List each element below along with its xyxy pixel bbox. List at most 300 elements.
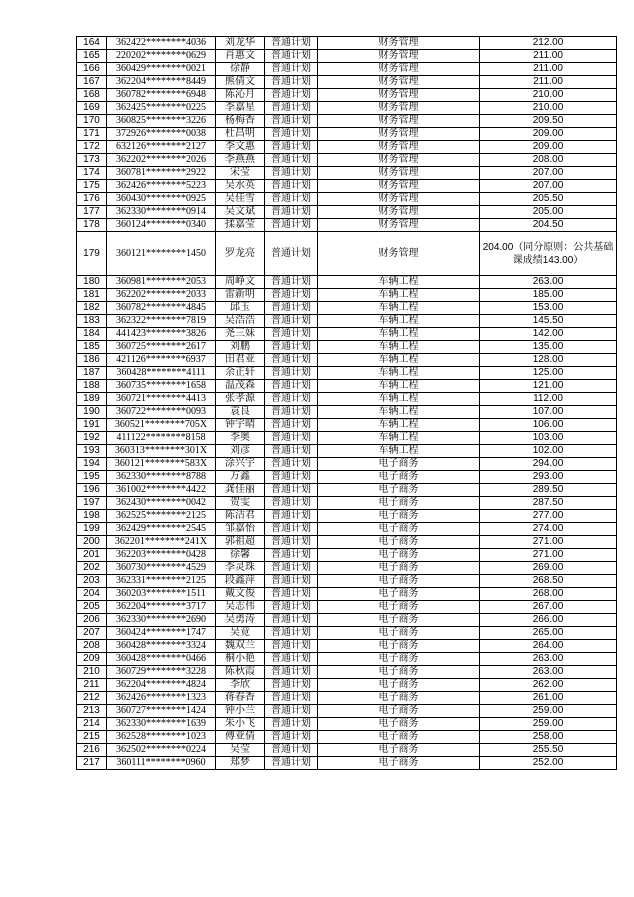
plan-cell: 普通计划 <box>265 219 318 232</box>
table-row <box>77 232 617 276</box>
major-cell: 财务管理 <box>318 50 480 63</box>
plan-cell: 普通计划 <box>265 484 318 497</box>
major-cell: 车辆工程 <box>318 302 480 315</box>
row-number-cell: 200 <box>77 536 107 549</box>
major-cell: 电子商务 <box>318 536 480 549</box>
id-number-cell: 360313********301X <box>107 445 216 458</box>
major-cell: 车辆工程 <box>318 432 480 445</box>
major-cell: 电子商务 <box>318 510 480 523</box>
table-row <box>77 588 617 601</box>
table-row <box>77 380 617 393</box>
table-row <box>77 640 617 653</box>
plan-cell: 普通计划 <box>265 141 318 154</box>
table-body <box>77 37 617 770</box>
plan-cell: 普通计划 <box>265 50 318 63</box>
plan-cell: 普通计划 <box>265 718 318 731</box>
name-cell: 朱小飞 <box>216 718 265 731</box>
plan-cell: 普通计划 <box>265 380 318 393</box>
name-cell: 袁良 <box>216 406 265 419</box>
table-row <box>77 193 617 206</box>
row-number-cell: 216 <box>77 744 107 757</box>
score-cell: 268.00 <box>480 588 617 601</box>
table-row <box>77 562 617 575</box>
name-cell: 李欣 <box>216 679 265 692</box>
score-cell: 271.00 <box>480 536 617 549</box>
plan-cell: 普通计划 <box>265 666 318 679</box>
score-cell: 207.00 <box>480 167 617 180</box>
id-number-cell: 362322********7819 <box>107 315 216 328</box>
id-number-cell: 372926********0038 <box>107 128 216 141</box>
plan-cell: 普通计划 <box>265 692 318 705</box>
major-cell: 电子商务 <box>318 679 480 692</box>
id-number-cell: 360124********0340 <box>107 219 216 232</box>
score-cell: 259.00 <box>480 705 617 718</box>
id-number-cell: 360429********0021 <box>107 63 216 76</box>
major-cell: 电子商务 <box>318 718 480 731</box>
table-row <box>77 718 617 731</box>
major-cell: 电子商务 <box>318 692 480 705</box>
id-number-cell: 360782********4845 <box>107 302 216 315</box>
row-number-cell: 180 <box>77 276 107 289</box>
name-cell: 魏双兰 <box>216 640 265 653</box>
table-row <box>77 523 617 536</box>
score-cell: 185.00 <box>480 289 617 302</box>
table-row <box>77 510 617 523</box>
table-row <box>77 154 617 167</box>
major-cell: 电子商务 <box>318 653 480 666</box>
score-cell: 205.50 <box>480 193 617 206</box>
id-number-cell: 632126********2127 <box>107 141 216 154</box>
major-cell: 车辆工程 <box>318 341 480 354</box>
row-number-cell: 209 <box>77 653 107 666</box>
row-number-cell: 210 <box>77 666 107 679</box>
table-row <box>77 666 617 679</box>
id-number-cell: 362502********0224 <box>107 744 216 757</box>
table-row <box>77 432 617 445</box>
id-number-cell: 360725********2617 <box>107 341 216 354</box>
row-number-cell: 167 <box>77 76 107 89</box>
plan-cell: 普通计划 <box>265 679 318 692</box>
score-cell: 112.00 <box>480 393 617 406</box>
row-number-cell: 164 <box>77 37 107 50</box>
row-number-cell: 175 <box>77 180 107 193</box>
major-cell: 财务管理 <box>318 76 480 89</box>
table-row <box>77 37 617 50</box>
name-cell: 傅亚倩 <box>216 731 265 744</box>
row-number-cell: 204 <box>77 588 107 601</box>
name-cell: 李燕燕 <box>216 154 265 167</box>
table-row <box>77 757 617 770</box>
row-number-cell: 189 <box>77 393 107 406</box>
name-cell: 田君亚 <box>216 354 265 367</box>
table-row <box>77 128 617 141</box>
id-number-cell: 362202********2033 <box>107 289 216 302</box>
row-number-cell: 198 <box>77 510 107 523</box>
row-number-cell: 207 <box>77 627 107 640</box>
name-cell: 刘鹏 <box>216 341 265 354</box>
plan-cell: 普通计划 <box>265 445 318 458</box>
plan-cell: 普通计划 <box>265 63 318 76</box>
plan-cell: 普通计划 <box>265 193 318 206</box>
plan-cell: 普通计划 <box>265 627 318 640</box>
plan-cell: 普通计划 <box>265 115 318 128</box>
plan-cell: 普通计划 <box>265 523 318 536</box>
row-number-cell: 169 <box>77 102 107 115</box>
id-number-cell: 360721********4413 <box>107 393 216 406</box>
plan-cell: 普通计划 <box>265 393 318 406</box>
row-number-cell: 178 <box>77 219 107 232</box>
plan-cell: 普通计划 <box>265 180 318 193</box>
row-number-cell: 194 <box>77 458 107 471</box>
score-cell: 212.00 <box>480 37 617 50</box>
score-cell: 102.00 <box>480 445 617 458</box>
major-cell: 财务管理 <box>318 102 480 115</box>
name-cell: 揉嘉莹 <box>216 219 265 232</box>
id-number-cell: 360428********0466 <box>107 653 216 666</box>
id-number-cell: 441423********3826 <box>107 328 216 341</box>
row-number-cell: 208 <box>77 640 107 653</box>
score-cell: 145.50 <box>480 315 617 328</box>
score-cell: 277.00 <box>480 510 617 523</box>
id-number-cell: 360722********0093 <box>107 406 216 419</box>
table-row <box>77 367 617 380</box>
name-cell: 杜昌明 <box>216 128 265 141</box>
name-cell: 宋莹 <box>216 167 265 180</box>
id-number-cell: 360424********1747 <box>107 627 216 640</box>
row-number-cell: 173 <box>77 154 107 167</box>
score-cell: 252.00 <box>480 757 617 770</box>
plan-cell: 普通计划 <box>265 497 318 510</box>
id-number-cell: 362330********1639 <box>107 718 216 731</box>
name-cell: 尧三妹 <box>216 328 265 341</box>
row-number-cell: 203 <box>77 575 107 588</box>
major-cell: 财务管理 <box>318 37 480 50</box>
row-number-cell: 199 <box>77 523 107 536</box>
score-cell: 208.00 <box>480 154 617 167</box>
id-number-cell: 362426********5223 <box>107 180 216 193</box>
row-number-cell: 211 <box>77 679 107 692</box>
table-row <box>77 679 617 692</box>
name-cell: 吴文斌 <box>216 206 265 219</box>
id-number-cell: 360428********4111 <box>107 367 216 380</box>
id-number-cell: 362201********241X <box>107 536 216 549</box>
name-cell: 邹嘉怡 <box>216 523 265 536</box>
score-cell: 258.00 <box>480 731 617 744</box>
major-cell: 电子商务 <box>318 458 480 471</box>
name-cell: 李灵珠 <box>216 562 265 575</box>
table-row <box>77 115 617 128</box>
row-number-cell: 213 <box>77 705 107 718</box>
table-row <box>77 536 617 549</box>
id-number-cell: 360735********1658 <box>107 380 216 393</box>
name-cell: 邱玉 <box>216 302 265 315</box>
name-cell: 吴勇涛 <box>216 614 265 627</box>
major-cell: 车辆工程 <box>318 419 480 432</box>
plan-cell: 普通计划 <box>265 731 318 744</box>
id-number-cell: 360781********2922 <box>107 167 216 180</box>
score-cell: 142.00 <box>480 328 617 341</box>
id-number-cell: 362425********0225 <box>107 102 216 115</box>
row-number-cell: 206 <box>77 614 107 627</box>
name-cell: 段鑫萍 <box>216 575 265 588</box>
table-row <box>77 315 617 328</box>
plan-cell: 普通计划 <box>265 614 318 627</box>
row-number-cell: 195 <box>77 471 107 484</box>
results-table <box>76 36 617 770</box>
score-cell: 274.00 <box>480 523 617 536</box>
plan-cell: 普通计划 <box>265 432 318 445</box>
id-number-cell: 360521********705X <box>107 419 216 432</box>
score-cell: 263.00 <box>480 666 617 679</box>
name-cell: 吴浩浩 <box>216 315 265 328</box>
row-number-cell: 172 <box>77 141 107 154</box>
score-cell: 287.50 <box>480 497 617 510</box>
id-number-cell: 362330********8788 <box>107 471 216 484</box>
table-row <box>77 575 617 588</box>
id-number-cell: 360121********583X <box>107 458 216 471</box>
row-number-cell: 202 <box>77 562 107 575</box>
id-number-cell: 362429********2545 <box>107 523 216 536</box>
name-cell: 钟小兰 <box>216 705 265 718</box>
score-cell: 207.00 <box>480 180 617 193</box>
name-cell: 戴文俊 <box>216 588 265 601</box>
table-row <box>77 393 617 406</box>
table-row <box>77 471 617 484</box>
id-number-cell: 362202********2026 <box>107 154 216 167</box>
name-cell: 吴莹 <box>216 744 265 757</box>
major-cell: 电子商务 <box>318 757 480 770</box>
name-cell: 罗龙亮 <box>216 232 265 276</box>
name-cell: 龚佳丽 <box>216 484 265 497</box>
score-cell: 153.00 <box>480 302 617 315</box>
id-number-cell: 360825********3226 <box>107 115 216 128</box>
id-number-cell: 220202********0629 <box>107 50 216 63</box>
plan-cell: 普通计划 <box>265 406 318 419</box>
score-cell: 263.00 <box>480 653 617 666</box>
row-number-cell: 190 <box>77 406 107 419</box>
id-number-cell: 362330********2690 <box>107 614 216 627</box>
score-cell: 263.00 <box>480 276 617 289</box>
plan-cell: 普通计划 <box>265 154 318 167</box>
table-row <box>77 50 617 63</box>
major-cell: 电子商务 <box>318 744 480 757</box>
plan-cell: 普通计划 <box>265 536 318 549</box>
row-number-cell: 170 <box>77 115 107 128</box>
score-cell: 205.00 <box>480 206 617 219</box>
id-number-cell: 360121********1450 <box>107 232 216 276</box>
id-number-cell: 362426********1323 <box>107 692 216 705</box>
row-number-cell: 212 <box>77 692 107 705</box>
row-number-cell: 186 <box>77 354 107 367</box>
major-cell: 车辆工程 <box>318 289 480 302</box>
row-number-cell: 171 <box>77 128 107 141</box>
plan-cell: 普通计划 <box>265 601 318 614</box>
table-row <box>77 484 617 497</box>
table-row <box>77 141 617 154</box>
table-row <box>77 419 617 432</box>
major-cell: 电子商务 <box>318 614 480 627</box>
row-number-cell: 184 <box>77 328 107 341</box>
score-cell: 204.00（同分原则：公共基础课成绩143.00） <box>480 232 617 276</box>
name-cell: 吴佳雪 <box>216 193 265 206</box>
plan-cell: 普通计划 <box>265 276 318 289</box>
major-cell: 车辆工程 <box>318 367 480 380</box>
plan-cell: 普通计划 <box>265 76 318 89</box>
row-number-cell: 168 <box>77 89 107 102</box>
name-cell: 陈洁君 <box>216 510 265 523</box>
id-number-cell: 421126********6937 <box>107 354 216 367</box>
name-cell: 李文惠 <box>216 141 265 154</box>
plan-cell: 普通计划 <box>265 232 318 276</box>
major-cell: 电子商务 <box>318 549 480 562</box>
id-number-cell: 362422********4036 <box>107 37 216 50</box>
name-cell: 贺雯 <box>216 497 265 510</box>
table-row <box>77 705 617 718</box>
name-cell: 吴竟 <box>216 627 265 640</box>
major-cell: 电子商务 <box>318 640 480 653</box>
plan-cell: 普通计划 <box>265 458 318 471</box>
name-cell: 刘彦 <box>216 445 265 458</box>
row-number-cell: 165 <box>77 50 107 63</box>
name-cell: 周峥文 <box>216 276 265 289</box>
major-cell: 电子商务 <box>318 523 480 536</box>
row-number-cell: 188 <box>77 380 107 393</box>
id-number-cell: 360203********1511 <box>107 588 216 601</box>
id-number-cell: 360428********3324 <box>107 640 216 653</box>
name-cell: 张孝源 <box>216 393 265 406</box>
score-cell: 210.00 <box>480 89 617 102</box>
major-cell: 电子商务 <box>318 484 480 497</box>
plan-cell: 普通计划 <box>265 128 318 141</box>
id-number-cell: 361002********4422 <box>107 484 216 497</box>
name-cell: 钟宇晴 <box>216 419 265 432</box>
plan-cell: 普通计划 <box>265 744 318 757</box>
score-cell: 262.00 <box>480 679 617 692</box>
row-number-cell: 182 <box>77 302 107 315</box>
name-cell: 万鑫 <box>216 471 265 484</box>
name-cell: 涂兴宇 <box>216 458 265 471</box>
major-cell: 车辆工程 <box>318 354 480 367</box>
name-cell: 陈沁月 <box>216 89 265 102</box>
major-cell: 财务管理 <box>318 115 480 128</box>
score-cell: 209.00 <box>480 128 617 141</box>
major-cell: 财务管理 <box>318 206 480 219</box>
major-cell: 财务管理 <box>318 63 480 76</box>
major-cell: 电子商务 <box>318 601 480 614</box>
table-row <box>77 744 617 757</box>
plan-cell: 普通计划 <box>265 89 318 102</box>
plan-cell: 普通计划 <box>265 302 318 315</box>
id-number-cell: 362204********4824 <box>107 679 216 692</box>
major-cell: 电子商务 <box>318 705 480 718</box>
major-cell: 财务管理 <box>318 89 480 102</box>
table-row <box>77 458 617 471</box>
id-number-cell: 360430********0925 <box>107 193 216 206</box>
score-cell: 211.00 <box>480 50 617 63</box>
id-number-cell: 362204********3717 <box>107 601 216 614</box>
table-row <box>77 614 617 627</box>
major-cell: 财务管理 <box>318 232 480 276</box>
table-row <box>77 627 617 640</box>
major-cell: 电子商务 <box>318 627 480 640</box>
major-cell: 电子商务 <box>318 562 480 575</box>
score-cell: 204.50 <box>480 219 617 232</box>
score-cell: 289.50 <box>480 484 617 497</box>
major-cell: 财务管理 <box>318 193 480 206</box>
id-number-cell: 362525********2125 <box>107 510 216 523</box>
major-cell: 电子商务 <box>318 497 480 510</box>
table-row <box>77 180 617 193</box>
major-cell: 车辆工程 <box>318 445 480 458</box>
row-number-cell: 166 <box>77 63 107 76</box>
score-cell: 267.00 <box>480 601 617 614</box>
name-cell: 李奥 <box>216 432 265 445</box>
name-cell: 熊倩文 <box>216 76 265 89</box>
name-cell: 徐馨 <box>216 549 265 562</box>
score-cell: 106.00 <box>480 419 617 432</box>
name-cell: 余正轩 <box>216 367 265 380</box>
score-cell: 261.00 <box>480 692 617 705</box>
major-cell: 电子商务 <box>318 666 480 679</box>
major-cell: 财务管理 <box>318 167 480 180</box>
major-cell: 电子商务 <box>318 471 480 484</box>
plan-cell: 普通计划 <box>265 549 318 562</box>
major-cell: 财务管理 <box>318 128 480 141</box>
score-cell: 264.00 <box>480 640 617 653</box>
score-cell: 103.00 <box>480 432 617 445</box>
major-cell: 车辆工程 <box>318 328 480 341</box>
table-row <box>77 206 617 219</box>
plan-cell: 普通计划 <box>265 653 318 666</box>
id-number-cell: 362203********0428 <box>107 549 216 562</box>
plan-cell: 普通计划 <box>265 640 318 653</box>
table-row <box>77 497 617 510</box>
id-number-cell: 411122********8158 <box>107 432 216 445</box>
name-cell: 徐静 <box>216 63 265 76</box>
major-cell: 财务管理 <box>318 219 480 232</box>
table-row <box>77 341 617 354</box>
table-row <box>77 406 617 419</box>
score-cell: 265.00 <box>480 627 617 640</box>
score-cell: 125.00 <box>480 367 617 380</box>
row-number-cell: 197 <box>77 497 107 510</box>
id-number-cell: 362331********2125 <box>107 575 216 588</box>
plan-cell: 普通计划 <box>265 562 318 575</box>
major-cell: 电子商务 <box>318 731 480 744</box>
id-number-cell: 362528********1023 <box>107 731 216 744</box>
table-row <box>77 89 617 102</box>
row-number-cell: 179 <box>77 232 107 276</box>
plan-cell: 普通计划 <box>265 419 318 432</box>
row-number-cell: 214 <box>77 718 107 731</box>
name-cell: 李嘉星 <box>216 102 265 115</box>
plan-cell: 普通计划 <box>265 575 318 588</box>
major-cell: 财务管理 <box>318 141 480 154</box>
table-row <box>77 289 617 302</box>
plan-cell: 普通计划 <box>265 341 318 354</box>
major-cell: 车辆工程 <box>318 315 480 328</box>
score-cell: 255.50 <box>480 744 617 757</box>
name-cell: 陈秋霞 <box>216 666 265 679</box>
name-cell: 郭祖超 <box>216 536 265 549</box>
row-number-cell: 205 <box>77 601 107 614</box>
plan-cell: 普通计划 <box>265 757 318 770</box>
major-cell: 电子商务 <box>318 575 480 588</box>
name-cell: 蒋春香 <box>216 692 265 705</box>
table-row <box>77 302 617 315</box>
name-cell: 杨梅香 <box>216 115 265 128</box>
plan-cell: 普通计划 <box>265 588 318 601</box>
